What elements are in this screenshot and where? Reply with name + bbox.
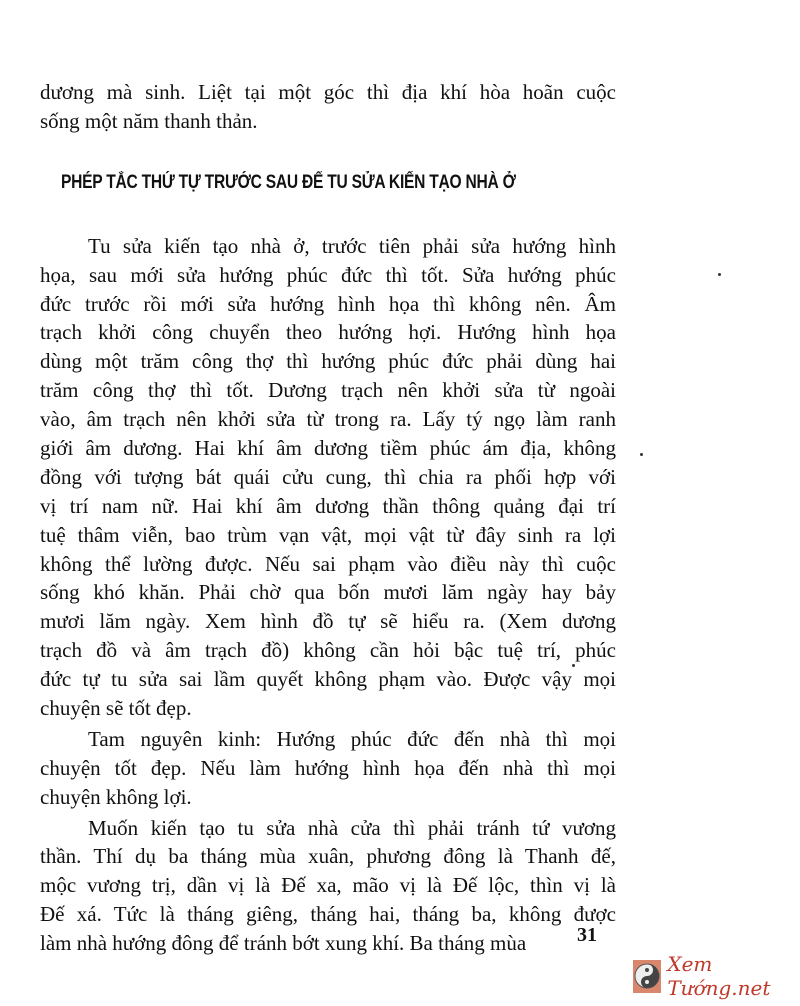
text-line: họa, sau mới sửa hướng phúc đức thì tốt. Sửa hướng phúc xyxy=(40,262,616,287)
text-line: chuyện sẽ tốt đẹp. xyxy=(40,696,192,721)
scan-speck xyxy=(640,453,643,456)
text-line: trăm công thợ thì tốt. Dương trạch nên khởi sửa từ ngoài xyxy=(40,378,616,403)
text-line: trạch khởi công chuyển theo hướng hợi. Hướng hình họa xyxy=(40,320,616,345)
watermark-logo xyxy=(633,952,800,1000)
text-line: thần. Thí dụ ba tháng mùa xuân, phương đông là Thanh đế, xyxy=(40,844,616,869)
text-line: đồng với tượng bát quái cửu cung, thì chia ra phối hợp với xyxy=(40,464,616,489)
text-line: trạch đồ và âm trạch đồ) không cần hỏi bậc tuệ trí, phúc xyxy=(40,638,616,663)
paragraph xyxy=(40,232,616,723)
text-line: dùng một trăm công thợ thì hướng phúc đức phải dùng hai xyxy=(40,349,616,374)
text-line: mộc vương trị, dần vị là Đế xa, mão vị là Đế lộc, thìn vị là xyxy=(40,873,616,898)
text-line: Tu sửa kiến tạo nhà ở, trước tiên phải sửa hướng hình xyxy=(88,233,616,258)
page-number: 31 xyxy=(577,924,597,946)
scan-speck xyxy=(718,273,721,276)
text-line: đức tự tu sửa sai lầm quyết không phạm vào. Được vậy mọi xyxy=(40,667,616,692)
text-line: tuệ thâm viễn, bao trùm vạn vật, mọi vật từ đây sinh ra lợi xyxy=(40,522,616,547)
text-line: dương mà sinh. Liệt tại một góc thì địa khí hòa hoãn cuộc xyxy=(40,80,616,104)
paragraph xyxy=(40,814,616,958)
text-line: làm nhà hướng đông để tránh bớt xung khí. Ba tháng mùa xyxy=(40,931,527,956)
yin-yang-icon xyxy=(633,960,661,993)
scan-speck xyxy=(572,664,575,667)
text-line: đức trước rồi mới sửa hướng hình họa thì không nên. Âm xyxy=(40,291,616,316)
text-line: Đế xá. Tức là tháng giêng, tháng hai, tháng ba, không được xyxy=(40,902,616,927)
text-line: vào, âm trạch nên khởi sửa từ trong ra. Lấy tý ngọ làm ranh xyxy=(40,407,616,432)
text-line: sống một năm thanh thản. xyxy=(40,108,258,133)
intro-paragraph xyxy=(40,78,616,136)
text-line: chuyện tốt đẹp. Nếu làm hướng hình họa đến nhà thì mọi xyxy=(40,755,616,780)
paragraphs xyxy=(40,232,616,958)
text-line: Muốn kiến tạo tu sửa nhà cửa thì phải tránh tứ vương xyxy=(88,815,616,840)
watermark-text: Xem Tướng.net xyxy=(667,952,771,1000)
text-line: giới âm dương. Hai khí âm dương tiềm phúc ám địa, không xyxy=(40,436,616,461)
text-line: chuyện không lợi. xyxy=(40,784,192,809)
section-heading: PHÉP TẮC THỨ TỰ TRƯỚC SAU ĐỂ TU SỬA KIẾN TẠO NHÀ Ở xyxy=(61,171,516,193)
text-line: mươi lăm ngày. Xem hình đồ tự sẽ hiểu ra. (Xem dương xyxy=(40,609,616,634)
text-line: Tam nguyên kinh: Hướng phúc đức đến nhà thì mọi xyxy=(88,726,616,751)
text-line: vị trí nam nữ. Hai khí âm dương thần thông quảng đại trí xyxy=(40,493,616,518)
text-line: không thể lường được. Nếu sai phạm vào điều này thì cuộc xyxy=(40,551,616,576)
page-body xyxy=(40,78,616,960)
paragraph xyxy=(40,725,616,812)
text-line: sống khó khăn. Phải chờ qua bốn mươi lăm ngày hay bảy xyxy=(40,580,616,605)
